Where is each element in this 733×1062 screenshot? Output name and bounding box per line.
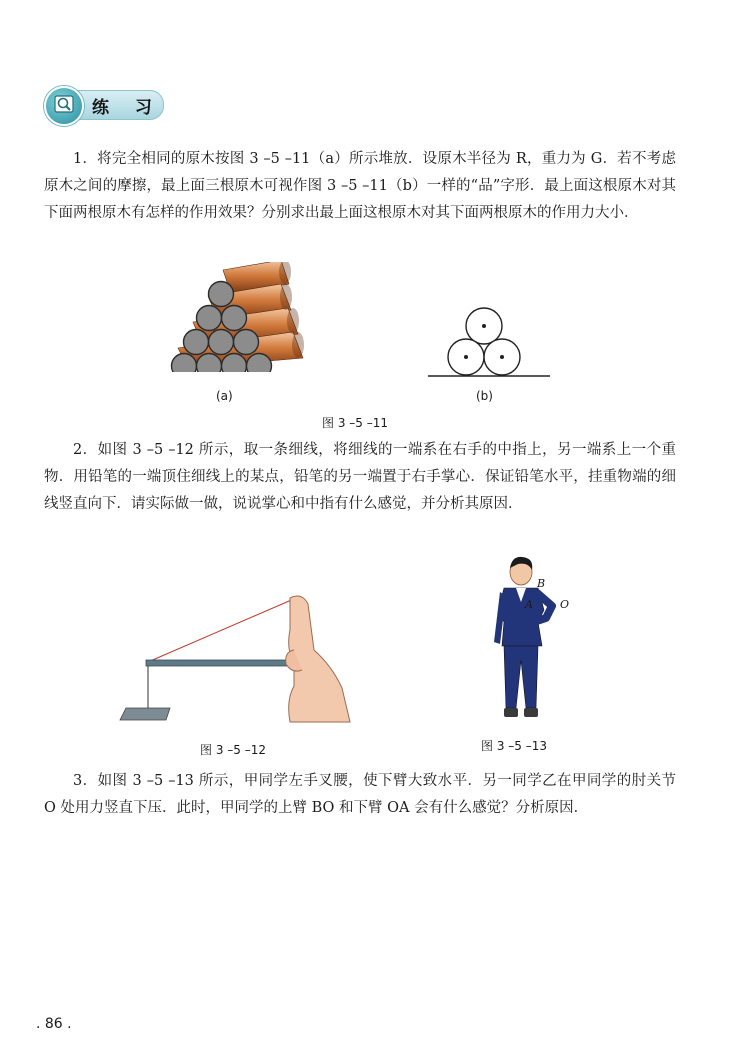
problem-2-text: 2．如图 3 –5 –12 所示，取一条细线，将细线的一端系在右手的中指上，另一端系上一个重物．用铅笔的一端顶住细线上的某点，铅笔的另一端置于右手掌心．保证铅笔水平，挂重物端的细线竖直向下．请实际做一做，说说掌心和中指有什么感觉，并分析其原因．	[44, 442, 676, 512]
label-a: A	[525, 598, 533, 611]
fig12-caption: 图 3 –5 –12	[200, 743, 266, 757]
page-number: . 86 .	[36, 1016, 72, 1032]
three-circles-figure	[428, 305, 558, 380]
fig11-sub-b: (b)	[476, 389, 493, 403]
log-stack-figure	[163, 262, 323, 372]
section-title: 练 习	[92, 98, 162, 118]
hand-pencil-figure	[118, 590, 358, 730]
fig11-sub-a: (a)	[216, 389, 233, 403]
fig13-caption: 图 3 –5 –13	[481, 739, 547, 753]
problem-1-text: 1．将完全相同的原木按图 3 –5 –11（a）所示堆放．设原木半径为 R，重力为 G．若不考虑原木之间的摩擦，最上面三根原木可视作图 3 –5 –11（b）一样的“品”字形．最上面这根原木对其下面两根原木有怎样的作用效果？分别求出最上面这根原木对其下面两根原木的作用力大小．	[44, 151, 676, 221]
log-end	[209, 282, 234, 307]
label-o: O	[560, 598, 570, 611]
exercise-header	[44, 86, 164, 122]
fig11-caption: 图 3 –5 –11	[322, 416, 388, 430]
problem-3-text: 3．如图 3 –5 –13 所示，甲同学左手叉腰，使下臂大致水平．另一同学乙在甲同学的肘关节 O 处用力竖直下压．此时，甲同学的上臂 BO 和下臂 OA 会有什么感觉？分析原因．	[44, 773, 676, 816]
label-b: B	[537, 577, 546, 590]
student-figure	[488, 552, 578, 728]
magnifier-icon	[44, 86, 84, 126]
